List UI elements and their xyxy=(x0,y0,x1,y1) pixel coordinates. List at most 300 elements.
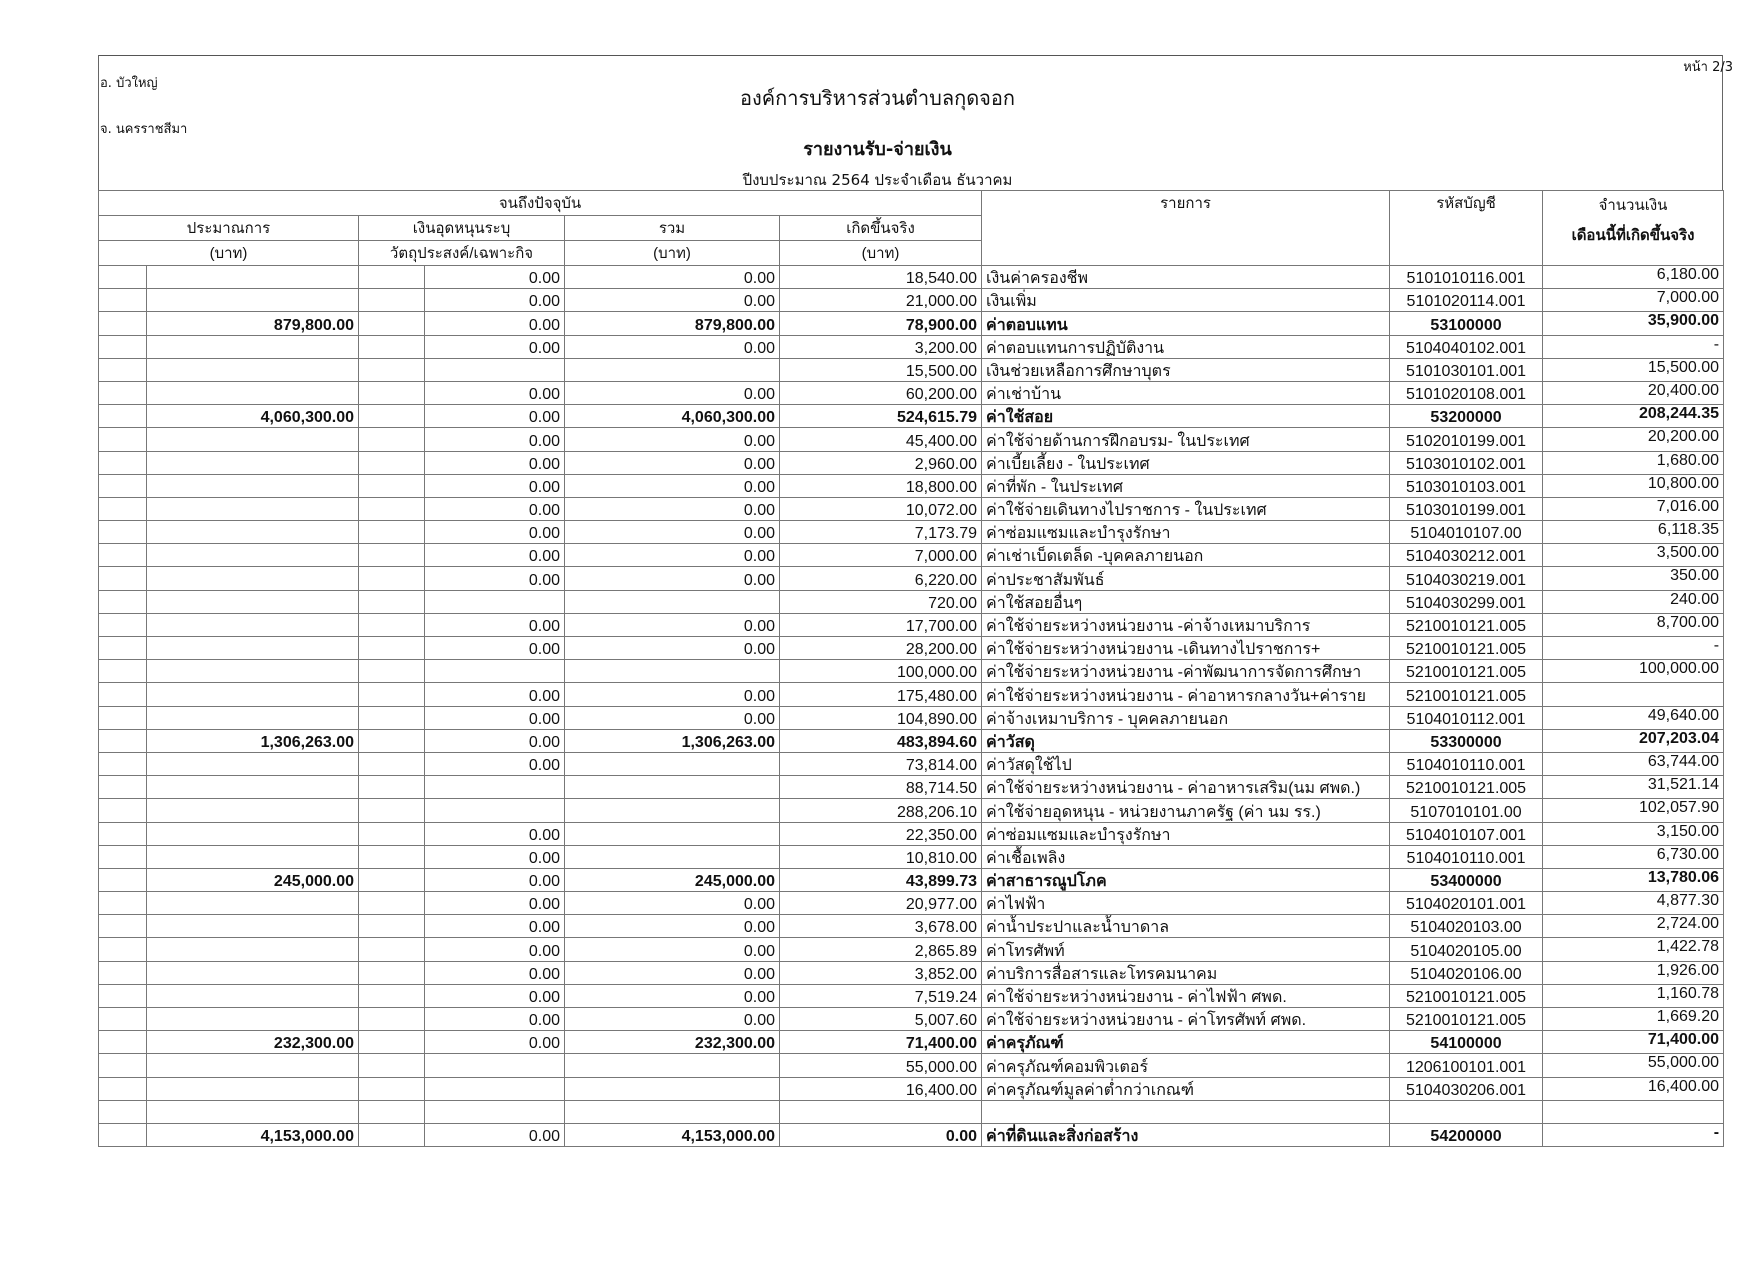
subsidy-indent-cell xyxy=(359,660,425,683)
month-amount-cell: 1,422.78 xyxy=(1543,938,1724,961)
total-cell: 1,306,263.00 xyxy=(565,729,780,752)
subsidy-indent-cell xyxy=(359,706,425,729)
subsidy-cell: 0.00 xyxy=(425,729,565,752)
header-to-date: จนถึงปัจจุบัน xyxy=(99,191,982,216)
description-cell: ค่าไฟฟ้า xyxy=(982,892,1390,915)
table-row xyxy=(99,660,1724,683)
total-cell xyxy=(565,1100,780,1123)
estimate-cell: 4,153,000.00 xyxy=(147,1123,359,1146)
actual-cell: 22,350.00 xyxy=(780,822,982,845)
subsidy-indent-cell xyxy=(359,1100,425,1123)
description-cell: ค่าจ้างเหมาบริการ - บุคคลภายนอก xyxy=(982,706,1390,729)
month-amount-cell: - xyxy=(1543,1123,1724,1146)
description-cell: ค่าซ่อมแซมและบำรุงรักษา xyxy=(982,822,1390,845)
table-row xyxy=(99,497,1724,520)
total-cell: 0.00 xyxy=(565,938,780,961)
description-cell: ค่าครุภัณฑ์ xyxy=(982,1031,1390,1054)
month-amount-cell: 55,000.00 xyxy=(1543,1054,1724,1077)
estimate-cell xyxy=(147,776,359,799)
estimate-cell xyxy=(147,521,359,544)
description-cell: ค่าใช้จ่ายระหว่างหน่วยงาน -ค่าพัฒนาการจัดการศึกษา xyxy=(982,660,1390,683)
actual-cell: 288,206.10 xyxy=(780,799,982,822)
total-cell: 0.00 xyxy=(565,497,780,520)
table-row xyxy=(99,613,1724,636)
estimate-cell xyxy=(147,289,359,312)
header-actual-unit: (บาท) xyxy=(780,241,982,266)
total-cell: 232,300.00 xyxy=(565,1031,780,1054)
account-code-cell: 54100000 xyxy=(1390,1031,1543,1054)
account-code-cell: 5210010121.005 xyxy=(1390,1008,1543,1031)
subsidy-cell: 0.00 xyxy=(425,892,565,915)
indent-cell xyxy=(99,1077,147,1100)
total-cell: 0.00 xyxy=(565,266,780,289)
total-cell: 0.00 xyxy=(565,289,780,312)
description-cell: ค่าสาธารณูปโภค xyxy=(982,868,1390,891)
estimate-cell xyxy=(147,474,359,497)
month-amount-cell: 7,000.00 xyxy=(1543,289,1724,312)
indent-cell xyxy=(99,776,147,799)
account-code-cell: 5104030212.001 xyxy=(1390,544,1543,567)
subsidy-indent-cell xyxy=(359,822,425,845)
total-cell: 0.00 xyxy=(565,892,780,915)
subsidy-indent-cell xyxy=(359,845,425,868)
indent-cell xyxy=(99,613,147,636)
subsidy-indent-cell xyxy=(359,451,425,474)
account-code-cell: 5104020106.00 xyxy=(1390,961,1543,984)
table-row xyxy=(99,729,1724,752)
subsidy-indent-cell xyxy=(359,358,425,381)
actual-cell: 28,200.00 xyxy=(780,637,982,660)
subsidy-cell xyxy=(425,1077,565,1100)
account-code-cell: 5210010121.005 xyxy=(1390,613,1543,636)
subsidy-cell: 0.00 xyxy=(425,312,565,335)
estimate-cell: 879,800.00 xyxy=(147,312,359,335)
estimate-cell xyxy=(147,961,359,984)
table-row xyxy=(99,868,1724,891)
total-cell: 0.00 xyxy=(565,474,780,497)
actual-cell: 6,220.00 xyxy=(780,567,982,590)
indent-cell xyxy=(99,590,147,613)
description-cell: ค่าใช้จ่ายระหว่างหน่วยงาน -ค่าจ้างเหมาบริการ xyxy=(982,613,1390,636)
month-amount-cell: - xyxy=(1543,637,1724,660)
account-code-cell: 5210010121.005 xyxy=(1390,637,1543,660)
total-cell: 0.00 xyxy=(565,451,780,474)
month-amount-cell: 6,180.00 xyxy=(1543,266,1724,289)
table-row xyxy=(99,752,1724,775)
actual-cell: 3,852.00 xyxy=(780,961,982,984)
actual-cell: 10,072.00 xyxy=(780,497,982,520)
account-code-cell: 5102010199.001 xyxy=(1390,428,1543,451)
account-code-cell: 5101020108.001 xyxy=(1390,381,1543,404)
account-code-cell: 5104040102.001 xyxy=(1390,335,1543,358)
total-cell: 0.00 xyxy=(565,1008,780,1031)
month-amount-cell: 3,150.00 xyxy=(1543,822,1724,845)
estimate-cell xyxy=(147,1077,359,1100)
estimate-cell xyxy=(147,984,359,1007)
account-code-cell: 5210010121.005 xyxy=(1390,776,1543,799)
table-row xyxy=(99,428,1724,451)
table-row xyxy=(99,915,1724,938)
table-row xyxy=(99,474,1724,497)
province-label: จ. นครราชสีมา xyxy=(100,122,188,137)
report-rows xyxy=(99,266,1724,1147)
subsidy-indent-cell xyxy=(359,1008,425,1031)
actual-cell: 7,173.79 xyxy=(780,521,982,544)
subsidy-indent-cell xyxy=(359,1054,425,1077)
description-cell xyxy=(982,1100,1390,1123)
actual-cell: 524,615.79 xyxy=(780,405,982,428)
account-code-cell: 53300000 xyxy=(1390,729,1543,752)
month-amount-cell: 1,160.78 xyxy=(1543,984,1724,1007)
description-cell: ค่าที่ดินและสิ่งก่อสร้าง xyxy=(982,1123,1390,1146)
account-code-cell: 5104020105.00 xyxy=(1390,938,1543,961)
table-row xyxy=(99,799,1724,822)
total-cell xyxy=(565,660,780,683)
description-cell: ค่าใช้จ่ายระหว่างหน่วยงาน - ค่าไฟฟ้า ศพด. xyxy=(982,984,1390,1007)
month-amount-cell: 10,800.00 xyxy=(1543,474,1724,497)
total-cell: 4,060,300.00 xyxy=(565,405,780,428)
subsidy-cell: 0.00 xyxy=(425,938,565,961)
description-cell: ค่าใช้จ่ายระหว่างหน่วยงาน - ค่าอาหารกลางวัน+ค่าราย xyxy=(982,683,1390,706)
description-cell: ค่าใช้จ่ายระหว่างหน่วยงาน - ค่าโทรศัพท์ ศพด. xyxy=(982,1008,1390,1031)
estimate-cell xyxy=(147,752,359,775)
subsidy-indent-cell xyxy=(359,752,425,775)
indent-cell xyxy=(99,381,147,404)
account-code-cell: 54200000 xyxy=(1390,1123,1543,1146)
account-code-cell: 5104020101.001 xyxy=(1390,892,1543,915)
total-cell xyxy=(565,776,780,799)
description-cell: ค่าโทรศัพท์ xyxy=(982,938,1390,961)
indent-cell xyxy=(99,1008,147,1031)
description-cell: ค่าครุภัณฑ์คอมพิวเตอร์ xyxy=(982,1054,1390,1077)
table-row xyxy=(99,637,1724,660)
actual-cell: 78,900.00 xyxy=(780,312,982,335)
estimate-cell xyxy=(147,1054,359,1077)
indent-cell xyxy=(99,474,147,497)
estimate-cell: 232,300.00 xyxy=(147,1031,359,1054)
estimate-cell xyxy=(147,335,359,358)
month-amount-cell: 2,724.00 xyxy=(1543,915,1724,938)
total-cell: 245,000.00 xyxy=(565,868,780,891)
indent-cell xyxy=(99,335,147,358)
subsidy-indent-cell xyxy=(359,938,425,961)
estimate-cell: 1,306,263.00 xyxy=(147,729,359,752)
actual-cell: 15,500.00 xyxy=(780,358,982,381)
actual-cell: 104,890.00 xyxy=(780,706,982,729)
account-code-cell: 53400000 xyxy=(1390,868,1543,891)
table-row xyxy=(99,358,1724,381)
estimate-cell xyxy=(147,544,359,567)
total-cell xyxy=(565,1054,780,1077)
estimate-cell xyxy=(147,266,359,289)
total-cell xyxy=(565,799,780,822)
indent-cell xyxy=(99,266,147,289)
header-actual: เกิดขึ้นจริง xyxy=(780,216,982,241)
subsidy-cell: 0.00 xyxy=(425,637,565,660)
table-row xyxy=(99,683,1724,706)
header-estimate-unit: (บาท) xyxy=(99,241,359,266)
account-code-cell: 5210010121.005 xyxy=(1390,683,1543,706)
account-code-cell: 5103010102.001 xyxy=(1390,451,1543,474)
month-amount-cell: 102,057.90 xyxy=(1543,799,1724,822)
total-cell xyxy=(565,1077,780,1100)
actual-cell: 3,200.00 xyxy=(780,335,982,358)
indent-cell xyxy=(99,1031,147,1054)
month-amount-cell: 7,016.00 xyxy=(1543,497,1724,520)
month-amount-cell: 49,640.00 xyxy=(1543,706,1724,729)
subsidy-indent-cell xyxy=(359,729,425,752)
total-cell: 0.00 xyxy=(565,335,780,358)
estimate-cell xyxy=(147,567,359,590)
estimate-cell xyxy=(147,683,359,706)
subsidy-indent-cell xyxy=(359,892,425,915)
estimate-cell xyxy=(147,660,359,683)
description-cell: ค่าเช่าบ้าน xyxy=(982,381,1390,404)
table-row xyxy=(99,1077,1724,1100)
account-code-cell xyxy=(1390,1100,1543,1123)
table-row xyxy=(99,984,1724,1007)
subsidy-cell: 0.00 xyxy=(425,1008,565,1031)
total-cell: 879,800.00 xyxy=(565,312,780,335)
subsidy-indent-cell xyxy=(359,335,425,358)
table-row xyxy=(99,567,1724,590)
blank-row xyxy=(99,1100,1724,1123)
estimate-cell xyxy=(147,822,359,845)
actual-cell: 7,519.24 xyxy=(780,984,982,1007)
subsidy-indent-cell xyxy=(359,613,425,636)
month-amount-cell: 20,200.00 xyxy=(1543,428,1724,451)
total-cell: 0.00 xyxy=(565,637,780,660)
subsidy-cell: 0.00 xyxy=(425,752,565,775)
table-row xyxy=(99,845,1724,868)
subsidy-cell: 0.00 xyxy=(425,1123,565,1146)
account-code-cell: 5104020103.00 xyxy=(1390,915,1543,938)
subsidy-indent-cell xyxy=(359,984,425,1007)
month-amount-cell: 71,400.00 xyxy=(1543,1031,1724,1054)
estimate-cell xyxy=(147,451,359,474)
estimate-cell xyxy=(147,938,359,961)
table-row xyxy=(99,706,1724,729)
indent-cell xyxy=(99,289,147,312)
subsidy-indent-cell xyxy=(359,428,425,451)
table-row xyxy=(99,938,1724,961)
total-cell: 0.00 xyxy=(565,683,780,706)
month-amount-cell: 8,700.00 xyxy=(1543,613,1724,636)
subsidy-indent-cell xyxy=(359,1077,425,1100)
account-code-cell: 5104010107.00 xyxy=(1390,521,1543,544)
estimate-cell: 4,060,300.00 xyxy=(147,405,359,428)
subsidy-cell xyxy=(425,799,565,822)
total-cell: 0.00 xyxy=(565,521,780,544)
account-code-cell: 53200000 xyxy=(1390,405,1543,428)
month-amount-cell xyxy=(1543,683,1724,706)
month-amount-cell: 240.00 xyxy=(1543,590,1724,613)
subsidy-cell xyxy=(425,660,565,683)
account-code-cell: 53100000 xyxy=(1390,312,1543,335)
indent-cell xyxy=(99,428,147,451)
indent-cell xyxy=(99,822,147,845)
indent-cell xyxy=(99,312,147,335)
subsidy-cell: 0.00 xyxy=(425,683,565,706)
actual-cell: 5,007.60 xyxy=(780,1008,982,1031)
total-cell: 0.00 xyxy=(565,544,780,567)
table-row xyxy=(99,451,1724,474)
month-amount-cell: 63,744.00 xyxy=(1543,752,1724,775)
subsidy-cell: 0.00 xyxy=(425,706,565,729)
table-row xyxy=(99,521,1724,544)
description-cell: ค่าวัสดุ xyxy=(982,729,1390,752)
month-amount-cell: 15,500.00 xyxy=(1543,358,1724,381)
table-row xyxy=(99,289,1724,312)
table-row xyxy=(99,312,1724,335)
subsidy-cell: 0.00 xyxy=(425,868,565,891)
header-total: รวม xyxy=(565,216,780,241)
actual-cell: 45,400.00 xyxy=(780,428,982,451)
description-cell: ค่าประชาสัมพันธ์ xyxy=(982,567,1390,590)
description-cell: ค่าใช้จ่ายด้านการฝึกอบรม- ในประเทศ xyxy=(982,428,1390,451)
header-total-unit: (บาท) xyxy=(565,241,780,266)
account-code-cell: 5210010121.005 xyxy=(1390,660,1543,683)
total-cell: 0.00 xyxy=(565,984,780,1007)
indent-cell xyxy=(99,799,147,822)
indent-cell xyxy=(99,984,147,1007)
indent-cell xyxy=(99,451,147,474)
indent-cell xyxy=(99,660,147,683)
estimate-cell xyxy=(147,381,359,404)
estimate-cell xyxy=(147,497,359,520)
estimate-cell xyxy=(147,358,359,381)
indent-cell xyxy=(99,358,147,381)
actual-cell: 71,400.00 xyxy=(780,1031,982,1054)
subsidy-indent-cell xyxy=(359,381,425,404)
page-number: หน้า 2/3 xyxy=(1683,60,1733,75)
account-code-cell: 5104010110.001 xyxy=(1390,752,1543,775)
description-cell: ค่าใช้สอยอื่นๆ xyxy=(982,590,1390,613)
account-code-cell: 1206100101.001 xyxy=(1390,1054,1543,1077)
actual-cell: 720.00 xyxy=(780,590,982,613)
indent-cell xyxy=(99,938,147,961)
header-subsidy: เงินอุดหนุนระบุ xyxy=(359,216,565,241)
indent-cell xyxy=(99,752,147,775)
description-cell: ค่าน้ำประปาและน้ำบาดาล xyxy=(982,915,1390,938)
indent-cell xyxy=(99,405,147,428)
description-cell: ค่าครุภัณฑ์มูลค่าต่ำกว่าเกณฑ์ xyxy=(982,1077,1390,1100)
actual-cell: 21,000.00 xyxy=(780,289,982,312)
indent-cell xyxy=(99,845,147,868)
indent-cell xyxy=(99,544,147,567)
actual-cell: 3,678.00 xyxy=(780,915,982,938)
table-row xyxy=(99,335,1724,358)
description-cell: เงินเพิ่ม xyxy=(982,289,1390,312)
subsidy-cell: 0.00 xyxy=(425,289,565,312)
actual-cell: 2,960.00 xyxy=(780,451,982,474)
account-code-cell: 5103010103.001 xyxy=(1390,474,1543,497)
account-code-cell: 5103010199.001 xyxy=(1390,497,1543,520)
subsidy-cell: 0.00 xyxy=(425,567,565,590)
subsidy-indent-cell xyxy=(359,544,425,567)
table-row xyxy=(99,405,1724,428)
indent-cell xyxy=(99,1100,147,1123)
subsidy-indent-cell xyxy=(359,799,425,822)
account-code-cell: 5104030299.001 xyxy=(1390,590,1543,613)
actual-cell: 17,700.00 xyxy=(780,613,982,636)
month-amount-cell: 350.00 xyxy=(1543,567,1724,590)
table-row xyxy=(99,892,1724,915)
report-table xyxy=(98,190,1724,1147)
indent-cell xyxy=(99,868,147,891)
month-amount-cell: 20,400.00 xyxy=(1543,381,1724,404)
month-amount-cell: 207,203.04 xyxy=(1543,729,1724,752)
subsidy-cell: 0.00 xyxy=(425,381,565,404)
actual-cell: 18,800.00 xyxy=(780,474,982,497)
subsidy-cell: 0.00 xyxy=(425,845,565,868)
subsidy-indent-cell xyxy=(359,266,425,289)
subsidy-cell xyxy=(425,1054,565,1077)
description-cell: ค่าใช้จ่ายระหว่างหน่วยงาน -เดินทางไปราชการ+ xyxy=(982,637,1390,660)
indent-cell xyxy=(99,1123,147,1146)
subsidy-cell: 0.00 xyxy=(425,613,565,636)
estimate-cell xyxy=(147,845,359,868)
total-cell: 0.00 xyxy=(565,915,780,938)
estimate-cell xyxy=(147,613,359,636)
description-cell: ค่าใช้สอย xyxy=(982,405,1390,428)
subsidy-indent-cell xyxy=(359,915,425,938)
indent-cell xyxy=(99,521,147,544)
actual-cell: 55,000.00 xyxy=(780,1054,982,1077)
account-code-cell: 5101010116.001 xyxy=(1390,266,1543,289)
subsidy-indent-cell xyxy=(359,567,425,590)
header-item: รายการ xyxy=(982,191,1390,266)
description-cell: ค่าตอบแทนการปฏิบัติงาน xyxy=(982,335,1390,358)
indent-cell xyxy=(99,915,147,938)
account-code-cell: 5104010110.001 xyxy=(1390,845,1543,868)
account-code-cell: 5101020114.001 xyxy=(1390,289,1543,312)
description-cell: ค่าเช่าเบ็ดเตล็ด -บุคคลภายนอก xyxy=(982,544,1390,567)
estimate-cell xyxy=(147,915,359,938)
table-row xyxy=(99,1008,1724,1031)
total-cell: 0.00 xyxy=(565,381,780,404)
month-amount-cell: 6,118.35 xyxy=(1543,521,1724,544)
estimate-cell xyxy=(147,799,359,822)
indent-cell xyxy=(99,706,147,729)
total-cell: 0.00 xyxy=(565,706,780,729)
subsidy-indent-cell xyxy=(359,1031,425,1054)
subsidy-indent-cell xyxy=(359,474,425,497)
indent-cell xyxy=(99,729,147,752)
subsidy-cell: 0.00 xyxy=(425,335,565,358)
month-amount-cell: 13,780.06 xyxy=(1543,868,1724,891)
account-code-cell: 5210010121.005 xyxy=(1390,984,1543,1007)
estimate-cell xyxy=(147,1008,359,1031)
actual-cell: 7,000.00 xyxy=(780,544,982,567)
month-amount-cell: 16,400.00 xyxy=(1543,1077,1724,1100)
subsidy-indent-cell xyxy=(359,590,425,613)
subsidy-indent-cell xyxy=(359,868,425,891)
subsidy-indent-cell xyxy=(359,637,425,660)
account-code-cell: 5104010112.001 xyxy=(1390,706,1543,729)
month-amount-cell: 35,900.00 xyxy=(1543,312,1724,335)
actual-cell: 88,714.50 xyxy=(780,776,982,799)
subsidy-cell: 0.00 xyxy=(425,405,565,428)
month-amount-cell xyxy=(1543,1100,1724,1123)
actual-cell xyxy=(780,1100,982,1123)
month-amount-cell: 1,926.00 xyxy=(1543,961,1724,984)
subsidy-cell: 0.00 xyxy=(425,1031,565,1054)
table-row xyxy=(99,1123,1724,1146)
header-subsidy-2: วัตถุประสงค์/เฉพาะกิจ xyxy=(359,241,565,266)
indent-cell xyxy=(99,683,147,706)
actual-cell: 100,000.00 xyxy=(780,660,982,683)
